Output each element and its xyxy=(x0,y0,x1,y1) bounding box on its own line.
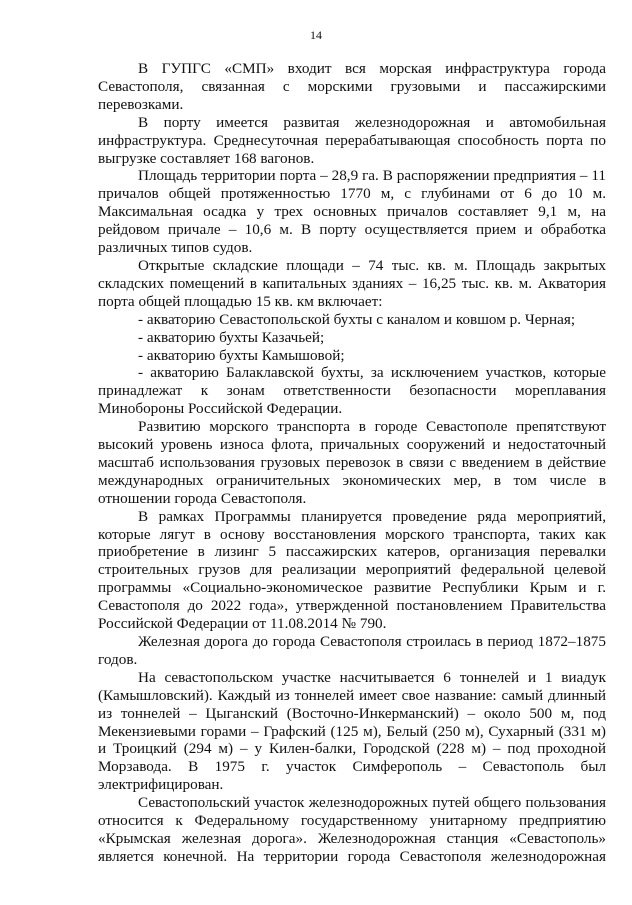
list-item: - акваторию Севастопольской бухты с каналом и ковшом р. Черная; xyxy=(138,310,576,328)
document-body xyxy=(98,60,606,866)
list-item: - акваторию бухты Казачьей; xyxy=(138,328,325,346)
paragraph-storage-areas: Открытые складские площади – 74 тыс. кв. м. Площадь закрытых складских помещений в капитальных зданиях – 16,25 тыс. кв. м. Акватория порта общей площадью 15 кв. км включает: xyxy=(98,256,606,310)
paragraph-program-measures: В рамках Программы планируется проведение ряда мероприятий, которые лягут в основу восстановления морского транспорта, таких как приобретение в лизинг 5 пассажирских катеров, организация перевалки строительных грузов для реализации мероприятий федеральной целевой программы «Социально-экономическое развитие Республики Крым и г. Севастополя до 2022 года», утвержденной постановлением Правительства Российской Федерации от 11.08.2014 № 790. xyxy=(98,507,606,633)
paragraph-tunnels: На севастопольском участке насчитывается 6 тоннелей и 1 виадук (Камышловский). Каждый из тоннелей имеет свое название: самый длинный из тоннелей – Цыганский (Восточно-Инкерманский) – около 500 м, под Мекензиевыми горами – Графский (125 м), Белый (250 м), Сухарный (331 м) и Троицкий (294 м) – у Килен-балки, Городской (228 м) – под проходной Морзавода. В 1975 г. участок Симферополь – Севастополь был электрифицирован. xyxy=(98,668,606,794)
page-number: 14 xyxy=(310,28,322,42)
list-item: - акваторию бухты Камышовой; xyxy=(138,346,345,364)
paragraph-railway-history: Железная дорога до города Севастополя строилась в период 1872–1875 годов. xyxy=(98,633,606,668)
paragraph-rail-road-infrastructure: В порту имеется развитая железнодорожная и автомобильная инфраструктура. Среднесуточная перерабатывающая способность порта по выгрузке составляет 168 вагонов. xyxy=(98,113,606,167)
list-item: - акваторию Балаклавской бухты, за исключением участков, которые принадлежат к зонам ответственности безопасности мореплавания Минобороны Российской Федерации. xyxy=(98,364,606,418)
paragraph-port-infrastructure: В ГУПГС «СМП» входит вся морская инфраструктура города Севастополя, связанная с морскими грузовыми и пассажирскими перевозками. xyxy=(98,60,606,113)
paragraph-railway-section: Севастопольский участок железнодорожных путей общего пользования относится к Федеральному государственному унитарному предприятию «Крымская железная дорога». Железнодорожная станция «Севастополь» является конечной. На территории города Севастополя железнодорожная xyxy=(98,794,606,865)
paragraph-maritime-obstacles: Развитию морского транспорта в городе Севастополе препятствуют высокий уровень износа флота, причальных сооружений и недостаточный масштаб использования грузовых перевозок в связи с введением в действие международных ограничительных экономических мер, в том числе в отношении города Севастополя. xyxy=(98,418,606,507)
paragraph-port-area: Площадь территории порта – 28,9 га. В распоряжении предприятия – 11 причалов общей протяженностью 1770 м, с глубинами от 6 до 10 м. Максимальная осадка у трех основных причалов составляет 9,1 м, на рейдовом причале – 10,6 м. В порту осуществляется прием и обработка различных типов судов. xyxy=(98,167,606,257)
